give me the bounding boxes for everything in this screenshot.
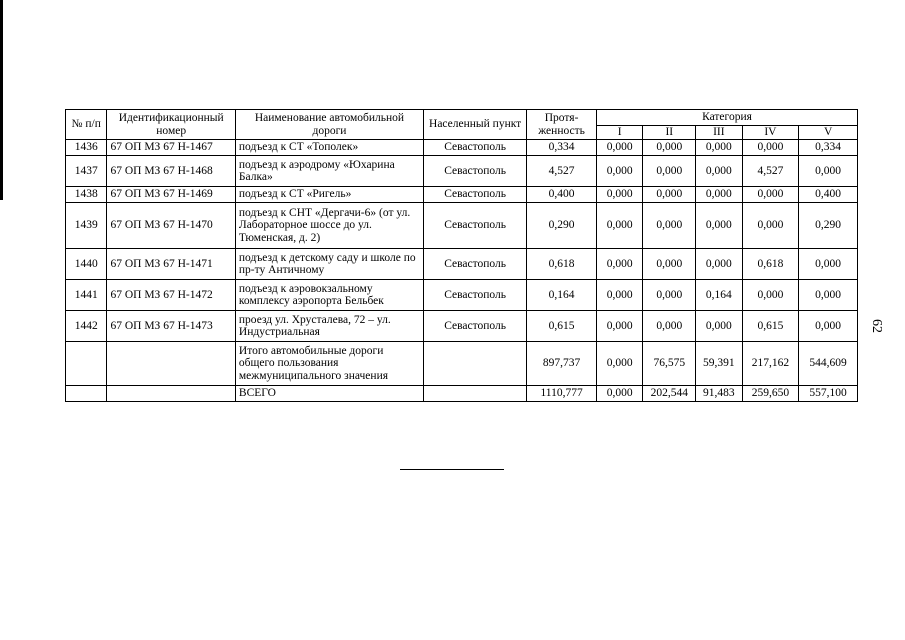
row-cat-5-cell: 0,290 xyxy=(799,203,858,249)
row-id-cell xyxy=(107,386,235,402)
row-cat-1-cell: 0,000 xyxy=(596,187,643,203)
header-cat-1: I xyxy=(596,126,643,140)
row-name-cell: подъезд к СНТ «Дергачи-6» (от ул. Лабораторное шоссе до ул. Тюменская, д. 2) xyxy=(235,203,423,249)
row-num-cell: 1442 xyxy=(66,311,107,342)
row-cat-4-cell: 0,000 xyxy=(742,280,799,311)
header-num: № п/п xyxy=(66,110,107,140)
row-cat-2-cell: 0,000 xyxy=(643,280,696,311)
row-cat-3-cell: 59,391 xyxy=(696,342,743,386)
header-cat-5: V xyxy=(799,126,858,140)
row-cat-5-cell: 544,609 xyxy=(799,342,858,386)
row-cat-1-cell: 0,000 xyxy=(596,203,643,249)
roads-table xyxy=(65,109,858,402)
row-cat-1-cell: 0,000 xyxy=(596,280,643,311)
row-cat-5-cell: 0,000 xyxy=(799,249,858,280)
table-row xyxy=(66,187,858,203)
row-locality-cell: Севастополь xyxy=(424,249,527,280)
row-name-cell: подъезд к аэродрому «Юхарина Балка» xyxy=(235,156,423,187)
row-num-cell xyxy=(66,342,107,386)
table-row xyxy=(66,249,858,280)
row-cat-5-cell: 0,334 xyxy=(799,140,858,156)
row-name-cell: проезд ул. Хрусталева, 72 – ул. Индустриальная xyxy=(235,311,423,342)
table-row xyxy=(66,203,858,249)
row-length-cell: 897,737 xyxy=(527,342,597,386)
row-cat-4-cell: 0,615 xyxy=(742,311,799,342)
row-locality-cell: Севастополь xyxy=(424,280,527,311)
subtotal-row xyxy=(66,342,858,386)
header-cat-4: IV xyxy=(742,126,799,140)
header-cat-2: II xyxy=(643,126,696,140)
row-num-cell xyxy=(66,386,107,402)
row-cat-3-cell: 0,000 xyxy=(696,249,743,280)
row-cat-3-cell: 91,483 xyxy=(696,386,743,402)
scan-edge-mark xyxy=(0,0,3,200)
header-category: Категория xyxy=(596,110,857,126)
grand-total-row xyxy=(66,386,858,402)
row-num-cell: 1438 xyxy=(66,187,107,203)
row-id-cell: 67 ОП МЗ 67 Н-1471 xyxy=(107,249,235,280)
row-name-cell: подъезд к аэровокзальному комплексу аэропорта Бельбек xyxy=(235,280,423,311)
row-locality-cell: Севастополь xyxy=(424,156,527,187)
row-name-cell: подъезд к СТ «Тополек» xyxy=(235,140,423,156)
row-cat-1-cell: 0,000 xyxy=(596,342,643,386)
row-num-cell: 1437 xyxy=(66,156,107,187)
row-name-cell: Итого автомобильные дороги общего пользования межмуниципального значения xyxy=(235,342,423,386)
row-cat-4-cell: 0,000 xyxy=(742,187,799,203)
page-number: 62 xyxy=(869,319,884,333)
header-id: Идентификационный номер xyxy=(107,110,235,140)
footnote-divider xyxy=(400,469,504,470)
table-row xyxy=(66,156,858,187)
row-locality-cell: Севастополь xyxy=(424,187,527,203)
row-locality-cell xyxy=(424,342,527,386)
row-locality-cell: Севастополь xyxy=(424,203,527,249)
row-cat-5-cell: 557,100 xyxy=(799,386,858,402)
row-name-cell: ВСЕГО xyxy=(235,386,423,402)
row-num-cell: 1436 xyxy=(66,140,107,156)
row-locality-cell: Севастополь xyxy=(424,311,527,342)
row-id-cell: 67 ОП МЗ 67 Н-1470 xyxy=(107,203,235,249)
row-cat-1-cell: 0,000 xyxy=(596,156,643,187)
row-cat-5-cell: 0,400 xyxy=(799,187,858,203)
header-name: Наименование автомобильной дороги xyxy=(235,110,423,140)
row-cat-4-cell: 259,650 xyxy=(742,386,799,402)
row-cat-4-cell: 217,162 xyxy=(742,342,799,386)
row-cat-4-cell: 0,000 xyxy=(742,140,799,156)
row-cat-5-cell: 0,000 xyxy=(799,280,858,311)
row-num-cell: 1439 xyxy=(66,203,107,249)
row-id-cell: 67 ОП МЗ 67 Н-1469 xyxy=(107,187,235,203)
row-cat-2-cell: 0,000 xyxy=(643,156,696,187)
row-cat-2-cell: 0,000 xyxy=(643,311,696,342)
row-length-cell: 0,164 xyxy=(527,280,597,311)
row-cat-4-cell: 0,000 xyxy=(742,203,799,249)
row-num-cell: 1441 xyxy=(66,280,107,311)
row-cat-2-cell: 0,000 xyxy=(643,187,696,203)
row-cat-3-cell: 0,164 xyxy=(696,280,743,311)
row-cat-5-cell: 0,000 xyxy=(799,311,858,342)
row-cat-3-cell: 0,000 xyxy=(696,140,743,156)
row-locality-cell: Севастополь xyxy=(424,140,527,156)
row-cat-3-cell: 0,000 xyxy=(696,203,743,249)
row-cat-2-cell: 76,575 xyxy=(643,342,696,386)
header-locality: Населенный пункт xyxy=(424,110,527,140)
row-name-cell: подъезд к детскому саду и школе по пр-ту Античному xyxy=(235,249,423,280)
row-length-cell: 1110,777 xyxy=(527,386,597,402)
row-length-cell: 0,618 xyxy=(527,249,597,280)
row-cat-2-cell: 202,544 xyxy=(643,386,696,402)
row-cat-3-cell: 0,000 xyxy=(696,156,743,187)
row-cat-2-cell: 0,000 xyxy=(643,140,696,156)
row-cat-2-cell: 0,000 xyxy=(643,203,696,249)
header-length: Протя-женность xyxy=(527,110,597,140)
row-id-cell: 67 ОП МЗ 67 Н-1468 xyxy=(107,156,235,187)
row-cat-1-cell: 0,000 xyxy=(596,140,643,156)
row-cat-1-cell: 0,000 xyxy=(596,249,643,280)
row-length-cell: 0,400 xyxy=(527,187,597,203)
row-length-cell: 0,615 xyxy=(527,311,597,342)
table-row xyxy=(66,311,858,342)
row-cat-2-cell: 0,000 xyxy=(643,249,696,280)
row-cat-5-cell: 0,000 xyxy=(799,156,858,187)
table-row xyxy=(66,280,858,311)
row-cat-3-cell: 0,000 xyxy=(696,187,743,203)
row-cat-1-cell: 0,000 xyxy=(596,311,643,342)
row-length-cell: 0,334 xyxy=(527,140,597,156)
row-cat-4-cell: 0,618 xyxy=(742,249,799,280)
row-cat-1-cell: 0,000 xyxy=(596,386,643,402)
table-row xyxy=(66,140,858,156)
row-length-cell: 4,527 xyxy=(527,156,597,187)
row-cat-3-cell: 0,000 xyxy=(696,311,743,342)
row-id-cell xyxy=(107,342,235,386)
row-id-cell: 67 ОП МЗ 67 Н-1467 xyxy=(107,140,235,156)
row-locality-cell xyxy=(424,386,527,402)
row-num-cell: 1440 xyxy=(66,249,107,280)
header-cat-3: III xyxy=(696,126,743,140)
row-name-cell: подъезд к СТ «Ригель» xyxy=(235,187,423,203)
row-length-cell: 0,290 xyxy=(527,203,597,249)
row-cat-4-cell: 4,527 xyxy=(742,156,799,187)
row-id-cell: 67 ОП МЗ 67 Н-1472 xyxy=(107,280,235,311)
table-body xyxy=(66,140,858,402)
row-id-cell: 67 ОП МЗ 67 Н-1473 xyxy=(107,311,235,342)
